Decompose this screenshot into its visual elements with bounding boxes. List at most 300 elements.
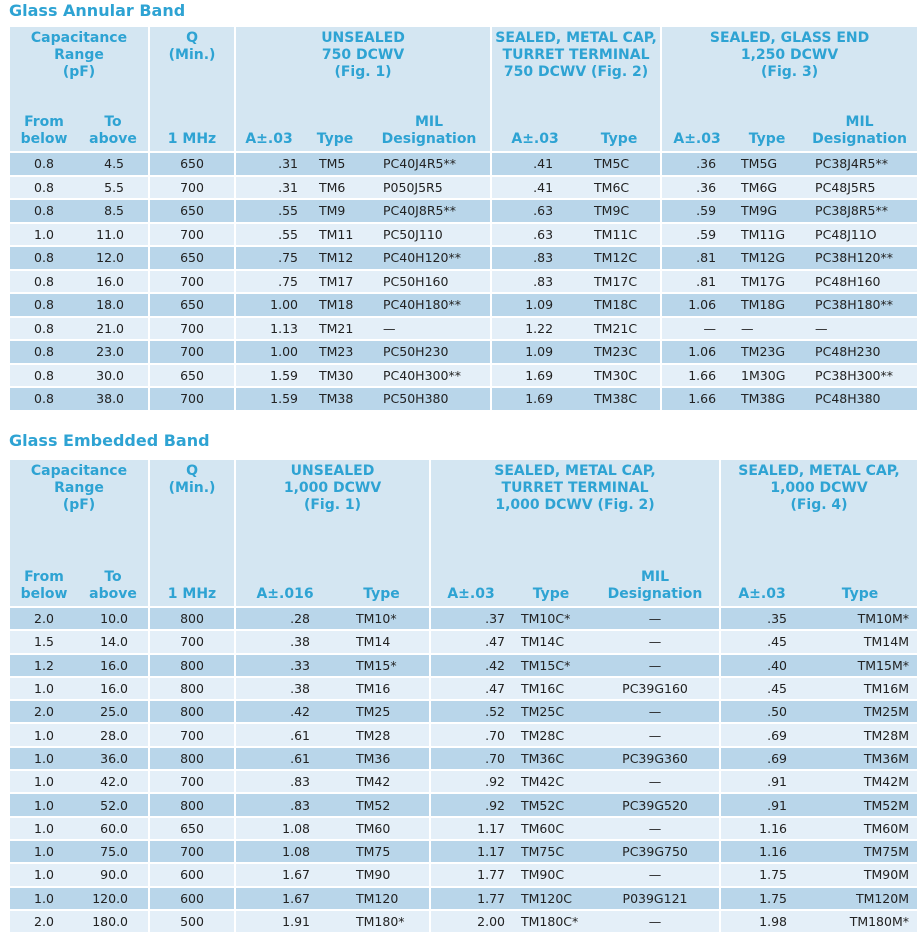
cell-from-below: 1.0 [10, 839, 78, 862]
cell-a: .55 [234, 198, 302, 222]
cell-type: TM90C [511, 862, 591, 885]
cell-to-above: 90.0 [78, 862, 148, 885]
sealed-metal-cap-fig4-group-header: SEALED, METAL CAP, 1,000 DCWV (Fig. 4) [719, 460, 917, 535]
cell-type: TM28C [511, 722, 591, 745]
table-row [10, 769, 917, 792]
cell-type: TM14 [334, 629, 429, 652]
cell-to-above: 18.0 [78, 292, 148, 316]
cell-type: TM42M [803, 769, 917, 792]
cell-a: 1.22 [490, 316, 578, 340]
type-header-turret: Type [511, 535, 591, 606]
mil-designation-header-unsealed: MIL Designation [368, 98, 490, 151]
cell-a: .92 [429, 769, 511, 792]
cell-type: TM36C [511, 746, 591, 769]
a-header-turret: A±.03 [429, 535, 511, 606]
table-row [10, 909, 917, 932]
cell-type: TM16C [511, 676, 591, 699]
annular-band-table [10, 27, 917, 410]
cell-a: .63 [490, 198, 578, 222]
cell-mil-designation: PC39G160 [591, 676, 719, 699]
cell-type: TM9 [302, 198, 368, 222]
from-below-header: From below [10, 98, 78, 151]
cell-type: TM52M [803, 792, 917, 815]
cell-mil-designation: PC48H160 [802, 269, 917, 293]
cell-type: TM12 [302, 245, 368, 269]
cell-type: TM5 [302, 151, 368, 175]
cell-to-above: 25.0 [78, 699, 148, 722]
cell-to-above: 16.0 [78, 676, 148, 699]
section-title-embedded: Glass Embedded Band [9, 431, 210, 450]
cell-mil-designation: — [591, 816, 719, 839]
cell-type: TM23 [302, 339, 368, 363]
cell-type: TM12G [732, 245, 802, 269]
cell-to-above: 16.0 [78, 653, 148, 676]
cell-type: TM21 [302, 316, 368, 340]
cell-mil-designation: PC48H380 [802, 386, 917, 410]
cell-mil-designation: PC50J110 [368, 222, 490, 246]
cell-type: TM6G [732, 175, 802, 199]
cell-from-below: 1.2 [10, 653, 78, 676]
cell-type: TM90 [334, 862, 429, 885]
cell-a: .69 [719, 722, 803, 745]
cell-from-below: 2.0 [10, 909, 78, 932]
capacitance-range-header: Capacitance Range (pF) [10, 27, 148, 98]
unsealed-group-header: UNSEALED 750 DCWV (Fig. 1) [234, 27, 490, 98]
cell-mil-designation: PC40J4R5** [368, 151, 490, 175]
cell-type: TM25 [334, 699, 429, 722]
cell-to-above: 60.0 [78, 816, 148, 839]
cell-a: 1.13 [234, 316, 302, 340]
cell-q-min: 700 [148, 839, 234, 862]
table-row [10, 292, 917, 316]
cell-from-below: 0.8 [10, 316, 78, 340]
cell-a: .35 [719, 606, 803, 629]
cell-to-above: 10.0 [78, 606, 148, 629]
cell-a: .45 [719, 629, 803, 652]
cell-type: TM12C [578, 245, 660, 269]
sealed-glass-end-group-header: SEALED, GLASS END 1,250 DCWV (Fig. 3) [660, 27, 917, 98]
cell-a: 1.17 [429, 816, 511, 839]
cell-q-min: 700 [148, 175, 234, 199]
cell-q-min: 600 [148, 862, 234, 885]
cell-to-above: 36.0 [78, 746, 148, 769]
table-row [10, 792, 917, 815]
cell-q-min: 650 [148, 363, 234, 387]
cell-a: .61 [234, 722, 334, 745]
cell-a: — [660, 316, 732, 340]
cell-type: TM120 [334, 886, 429, 909]
cell-a: 1.91 [234, 909, 334, 932]
cell-mil-designation: — [591, 769, 719, 792]
cell-a: .42 [234, 699, 334, 722]
table-row [10, 676, 917, 699]
cell-q-min: 700 [148, 386, 234, 410]
mhz-header: 1 MHz [148, 535, 234, 606]
cell-a: 1.16 [719, 839, 803, 862]
cell-a: 1.69 [490, 386, 578, 410]
cell-a: .63 [490, 222, 578, 246]
cell-a: .70 [429, 722, 511, 745]
cell-q-min: 800 [148, 746, 234, 769]
cell-mil-designation: PC40H180** [368, 292, 490, 316]
cell-type: TM15* [334, 653, 429, 676]
cell-a: .83 [490, 245, 578, 269]
cell-type: TM15M* [803, 653, 917, 676]
table-row [10, 629, 917, 652]
to-above-header: To above [78, 535, 148, 606]
cell-to-above: 75.0 [78, 839, 148, 862]
cell-a: .52 [429, 699, 511, 722]
cell-type: TM180C* [511, 909, 591, 932]
mhz-header: 1 MHz [148, 98, 234, 151]
cell-mil-designation: PC50H230 [368, 339, 490, 363]
cell-a: .59 [660, 198, 732, 222]
cell-a: .33 [234, 653, 334, 676]
cell-mil-designation: PC50H160 [368, 269, 490, 293]
cell-q-min: 700 [148, 316, 234, 340]
cell-a: 1.75 [719, 886, 803, 909]
cell-mil-designation: P039G121 [591, 886, 719, 909]
cell-a: .75 [234, 269, 302, 293]
table-row [10, 245, 917, 269]
cell-a: 1.77 [429, 886, 511, 909]
cell-a: 1.16 [719, 816, 803, 839]
cell-type: TM14M [803, 629, 917, 652]
cell-type: TM90M [803, 862, 917, 885]
cell-from-below: 1.0 [10, 746, 78, 769]
cell-type: TM18G [732, 292, 802, 316]
cell-to-above: 23.0 [78, 339, 148, 363]
cell-a: .91 [719, 769, 803, 792]
cell-mil-designation: — [591, 606, 719, 629]
cell-type: TM60 [334, 816, 429, 839]
cell-type: TM36M [803, 746, 917, 769]
cell-type: — [732, 316, 802, 340]
cell-type: TM15C* [511, 653, 591, 676]
cell-from-below: 1.0 [10, 676, 78, 699]
cell-q-min: 650 [148, 816, 234, 839]
cell-from-below: 0.8 [10, 245, 78, 269]
a-header-unsealed: A±.016 [234, 535, 334, 606]
cell-a: 1.00 [234, 292, 302, 316]
cell-mil-designation: PC40J8R5** [368, 198, 490, 222]
cell-mil-designation: PC40H300** [368, 363, 490, 387]
cell-type: TM5C [578, 151, 660, 175]
table-row [10, 606, 917, 629]
table-row [10, 722, 917, 745]
cell-from-below: 1.0 [10, 769, 78, 792]
cell-from-below: 2.0 [10, 606, 78, 629]
cell-a: .83 [490, 269, 578, 293]
from-below-header: From below [10, 535, 78, 606]
cell-a: 1.67 [234, 886, 334, 909]
cell-type: TM17 [302, 269, 368, 293]
cell-to-above: 8.5 [78, 198, 148, 222]
section-title-annular: Glass Annular Band [9, 1, 186, 20]
table-row [10, 816, 917, 839]
cell-mil-designation: PC39G360 [591, 746, 719, 769]
cell-a: .83 [234, 792, 334, 815]
capacitance-range-header: Capacitance Range (pF) [10, 460, 148, 535]
cell-a: .50 [719, 699, 803, 722]
cell-a: 1.75 [719, 862, 803, 885]
cell-a: .83 [234, 769, 334, 792]
cell-a: 1.59 [234, 386, 302, 410]
cell-type: TM75C [511, 839, 591, 862]
cell-a: 1.98 [719, 909, 803, 932]
table-row [10, 151, 917, 175]
cell-q-min: 500 [148, 909, 234, 932]
cell-type: TM11 [302, 222, 368, 246]
cell-type: TM21C [578, 316, 660, 340]
cell-mil-designation: PC38H180** [802, 292, 917, 316]
cell-q-min: 800 [148, 699, 234, 722]
cell-a: .36 [660, 175, 732, 199]
cell-mil-designation: PC38H300** [802, 363, 917, 387]
cell-from-below: 1.0 [10, 222, 78, 246]
cell-from-below: 1.0 [10, 816, 78, 839]
cell-from-below: 0.8 [10, 363, 78, 387]
table-row [10, 339, 917, 363]
cell-a: 1.59 [234, 363, 302, 387]
table-row [10, 363, 917, 387]
cell-type: TM38C [578, 386, 660, 410]
table-row [10, 862, 917, 885]
cell-type: TM25C [511, 699, 591, 722]
cell-from-below: 0.8 [10, 339, 78, 363]
type-header-fig4: Type [803, 535, 917, 606]
cell-type: TM10C* [511, 606, 591, 629]
cell-a: 1.06 [660, 339, 732, 363]
cell-a: .28 [234, 606, 334, 629]
cell-from-below: 0.8 [10, 386, 78, 410]
a-header-fig4: A±.03 [719, 535, 803, 606]
cell-type: TM38 [302, 386, 368, 410]
cell-to-above: 180.0 [78, 909, 148, 932]
cell-to-above: 21.0 [78, 316, 148, 340]
mil-designation-header-glass-end: MIL Designation [802, 98, 917, 151]
cell-q-min: 650 [148, 151, 234, 175]
cell-a: 1.66 [660, 363, 732, 387]
cell-a: .70 [429, 746, 511, 769]
type-header-glass-end: Type [732, 98, 802, 151]
cell-q-min: 800 [148, 606, 234, 629]
cell-q-min: 700 [148, 269, 234, 293]
a-header-glass-end: A±.03 [660, 98, 732, 151]
cell-type: 1M30G [732, 363, 802, 387]
table-row [10, 175, 917, 199]
cell-mil-designation: PC38J8R5** [802, 198, 917, 222]
cell-type: TM14C [511, 629, 591, 652]
cell-a: .75 [234, 245, 302, 269]
cell-to-above: 28.0 [78, 722, 148, 745]
cell-type: TM75 [334, 839, 429, 862]
unsealed-group-header: UNSEALED 1,000 DCWV (Fig. 1) [234, 460, 429, 535]
cell-a: .38 [234, 676, 334, 699]
cell-a: 1.09 [490, 292, 578, 316]
cell-type: TM28 [334, 722, 429, 745]
table-row [10, 839, 917, 862]
cell-from-below: 0.8 [10, 292, 78, 316]
table-row [10, 316, 917, 340]
table-row [10, 386, 917, 410]
q-min-header: Q (Min.) [148, 460, 234, 535]
cell-a: .81 [660, 269, 732, 293]
cell-q-min: 650 [148, 198, 234, 222]
cell-a: .47 [429, 629, 511, 652]
cell-mil-designation: — [591, 629, 719, 652]
cell-type: TM23C [578, 339, 660, 363]
table-row [10, 886, 917, 909]
sealed-metal-cap-turret-group-header: SEALED, METAL CAP, TURRET TERMINAL 1,000 DCWV (Fig. 2) [429, 460, 719, 535]
cell-to-above: 52.0 [78, 792, 148, 815]
cell-mil-designation: PC50H380 [368, 386, 490, 410]
cell-type: TM18 [302, 292, 368, 316]
cell-type: TM180M* [803, 909, 917, 932]
cell-mil-designation: PC40H120** [368, 245, 490, 269]
cell-from-below: 1.5 [10, 629, 78, 652]
a-header-sealed-metal: A±.03 [490, 98, 578, 151]
table-row [10, 653, 917, 676]
cell-q-min: 700 [148, 722, 234, 745]
cell-a: .31 [234, 151, 302, 175]
cell-type: TM30C [578, 363, 660, 387]
cell-a: 1.08 [234, 839, 334, 862]
type-header-sealed-metal: Type [578, 98, 660, 151]
cell-q-min: 700 [148, 769, 234, 792]
cell-type: TM25M [803, 699, 917, 722]
cell-a: 2.00 [429, 909, 511, 932]
cell-a: .31 [234, 175, 302, 199]
cell-mil-designation: — [591, 862, 719, 885]
cell-q-min: 700 [148, 339, 234, 363]
table-row [10, 699, 917, 722]
cell-to-above: 42.0 [78, 769, 148, 792]
cell-a: .45 [719, 676, 803, 699]
cell-from-below: 0.8 [10, 198, 78, 222]
cell-to-above: 4.5 [78, 151, 148, 175]
cell-mil-designation: PC38H120** [802, 245, 917, 269]
cell-type: TM23G [732, 339, 802, 363]
embedded-band-table [10, 460, 917, 932]
cell-mil-designation: PC39G520 [591, 792, 719, 815]
cell-from-below: 1.0 [10, 886, 78, 909]
cell-a: .91 [719, 792, 803, 815]
cell-mil-designation: PC39G750 [591, 839, 719, 862]
cell-mil-designation: — [591, 699, 719, 722]
cell-type: TM10* [334, 606, 429, 629]
cell-mil-designation: PC38J4R5** [802, 151, 917, 175]
cell-type: TM60C [511, 816, 591, 839]
q-min-header: Q (Min.) [148, 27, 234, 98]
sealed-metal-cap-group-header: SEALED, METAL CAP, TURRET TERMINAL 750 DCWV (Fig. 2) [490, 27, 660, 98]
cell-to-above: 14.0 [78, 629, 148, 652]
cell-type: TM75M [803, 839, 917, 862]
cell-q-min: 800 [148, 653, 234, 676]
cell-a: 1.17 [429, 839, 511, 862]
cell-a: 1.00 [234, 339, 302, 363]
cell-a: .59 [660, 222, 732, 246]
cell-type: TM30 [302, 363, 368, 387]
cell-q-min: 700 [148, 629, 234, 652]
cell-to-above: 16.0 [78, 269, 148, 293]
cell-type: TM17C [578, 269, 660, 293]
cell-a: .41 [490, 151, 578, 175]
cell-type: TM9G [732, 198, 802, 222]
cell-from-below: 1.0 [10, 862, 78, 885]
cell-type: TM120C [511, 886, 591, 909]
cell-type: TM10M* [803, 606, 917, 629]
cell-q-min: 700 [148, 222, 234, 246]
cell-type: TM52C [511, 792, 591, 815]
cell-a: .55 [234, 222, 302, 246]
cell-type: TM5G [732, 151, 802, 175]
cell-a: 1.69 [490, 363, 578, 387]
cell-a: .41 [490, 175, 578, 199]
table-row [10, 746, 917, 769]
cell-type: TM42 [334, 769, 429, 792]
cell-a: .47 [429, 676, 511, 699]
cell-a: 1.08 [234, 816, 334, 839]
cell-q-min: 650 [148, 292, 234, 316]
cell-a: .61 [234, 746, 334, 769]
cell-from-below: 0.8 [10, 269, 78, 293]
cell-type: TM42C [511, 769, 591, 792]
cell-mil-designation: — [368, 316, 490, 340]
cell-type: TM9C [578, 198, 660, 222]
cell-a: .36 [660, 151, 732, 175]
cell-mil-designation: PC48J11O [802, 222, 917, 246]
cell-mil-designation: — [802, 316, 917, 340]
cell-to-above: 38.0 [78, 386, 148, 410]
cell-to-above: 11.0 [78, 222, 148, 246]
cell-a: 1.66 [660, 386, 732, 410]
table-row [10, 198, 917, 222]
cell-to-above: 30.0 [78, 363, 148, 387]
cell-type: TM6C [578, 175, 660, 199]
cell-from-below: 0.8 [10, 151, 78, 175]
cell-type: TM11G [732, 222, 802, 246]
cell-a: .69 [719, 746, 803, 769]
cell-type: TM28M [803, 722, 917, 745]
cell-to-above: 5.5 [78, 175, 148, 199]
cell-from-below: 1.0 [10, 792, 78, 815]
cell-type: TM18C [578, 292, 660, 316]
cell-type: TM16 [334, 676, 429, 699]
cell-type: TM36 [334, 746, 429, 769]
cell-mil-designation: P050J5R5 [368, 175, 490, 199]
type-header-unsealed: Type [302, 98, 368, 151]
cell-a: .40 [719, 653, 803, 676]
cell-from-below: 0.8 [10, 175, 78, 199]
cell-from-below: 1.0 [10, 722, 78, 745]
cell-a: 1.06 [660, 292, 732, 316]
cell-type: TM180* [334, 909, 429, 932]
cell-a: .38 [234, 629, 334, 652]
table-row [10, 269, 917, 293]
a-header-unsealed: A±.03 [234, 98, 302, 151]
cell-type: TM6 [302, 175, 368, 199]
cell-type: TM16M [803, 676, 917, 699]
cell-a: .37 [429, 606, 511, 629]
cell-type: TM38G [732, 386, 802, 410]
cell-mil-designation: PC48J5R5 [802, 175, 917, 199]
cell-a: .92 [429, 792, 511, 815]
table-row [10, 222, 917, 246]
cell-to-above: 120.0 [78, 886, 148, 909]
cell-mil-designation: PC48H230 [802, 339, 917, 363]
cell-mil-designation: — [591, 909, 719, 932]
